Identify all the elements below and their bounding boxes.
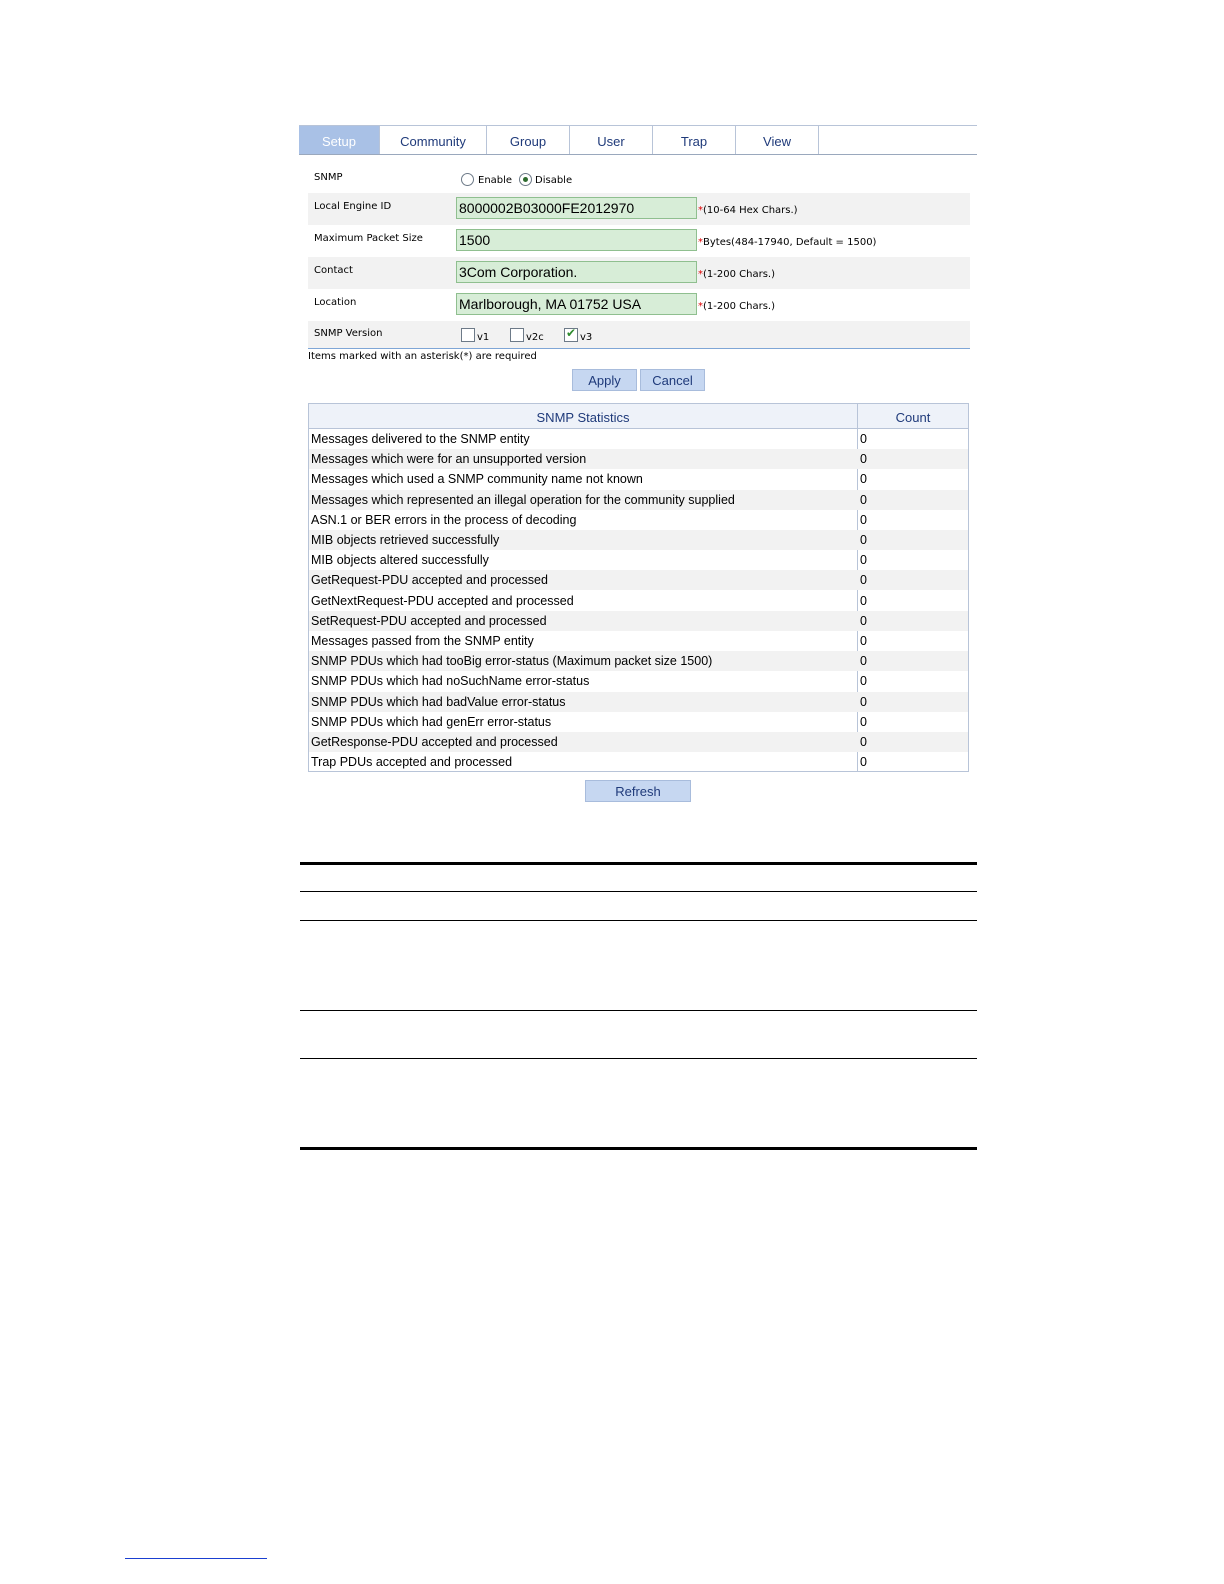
statistic-count: 0	[860, 472, 867, 487]
table-row	[309, 732, 968, 752]
table-row	[309, 469, 968, 489]
tab-user[interactable]: User	[570, 126, 653, 154]
statistic-name: SNMP PDUs which had badValue error-status	[311, 694, 566, 709]
tab-bar	[299, 125, 977, 155]
snmp-version-label: SNMP Version	[314, 328, 383, 339]
statistic-count: 0	[860, 593, 867, 608]
tab-view[interactable]: View	[736, 126, 819, 154]
tab-trap[interactable]: Trap	[653, 126, 736, 154]
statistic-name: ASN.1 or BER errors in the process of decoding	[311, 512, 577, 527]
statistic-name: Messages passed from the SNMP entity	[311, 634, 534, 648]
table-rule	[300, 1058, 977, 1059]
statistic-name: SNMP PDUs which had tooBig error-status (Maximum packet size 1500)	[311, 654, 713, 669]
engine-id-hint: *(10-64 Hex Chars.)	[698, 205, 798, 216]
table-row	[309, 570, 968, 590]
snmp-v3-label: v3	[580, 332, 593, 343]
packet-size-row	[308, 225, 970, 257]
snmp-row	[308, 164, 970, 196]
location-label: Location	[314, 297, 357, 308]
statistic-count: 0	[860, 755, 867, 770]
table-rule	[300, 891, 977, 892]
statistic-name: Messages which used a SNMP community name not known	[311, 472, 643, 487]
contact-row	[308, 257, 970, 289]
contact-hint: *(1-200 Chars.)	[698, 269, 775, 280]
table-row	[309, 490, 968, 510]
statistic-name: SNMP PDUs which had noSuchName error-status	[311, 674, 590, 689]
cancel-button[interactable]: Cancel	[640, 369, 705, 391]
table-rule	[300, 1010, 977, 1011]
refresh-button[interactable]: Refresh	[585, 780, 691, 802]
table-rule	[300, 920, 977, 921]
table-row	[309, 591, 968, 611]
location-input[interactable]: Marlborough, MA 01752 USA	[456, 293, 697, 315]
statistic-count: 0	[860, 512, 867, 527]
statistic-count: 0	[860, 553, 867, 568]
table-row	[309, 611, 968, 631]
table-row	[309, 530, 968, 550]
statistic-count: 0	[860, 674, 867, 689]
snmp-v2c-checkbox[interactable]	[510, 328, 524, 342]
statistic-name: SNMP PDUs which had genErr error-status	[311, 714, 552, 729]
location-hint: *(1-200 Chars.)	[698, 301, 775, 312]
statistic-count: 0	[860, 714, 867, 729]
statistic-name: GetNextRequest-PDU accepted and processed	[311, 593, 574, 608]
engine-id-row	[308, 193, 970, 225]
table-row	[309, 631, 968, 651]
table-row	[309, 449, 968, 469]
packet-size-hint: *Bytes(484-17940, Default = 1500)	[698, 237, 877, 248]
snmp-v1-label: v1	[477, 332, 490, 343]
table-row	[309, 429, 968, 449]
location-row	[308, 289, 970, 321]
snmp-enable-radio[interactable]	[461, 173, 474, 186]
statistic-count: 0	[860, 735, 867, 749]
snmp-enable-label: Enable	[478, 175, 513, 186]
statistic-name: Messages which were for an unsupported version	[311, 452, 587, 467]
snmp-statistics-table	[308, 403, 969, 772]
snmp-disable-radio[interactable]	[519, 173, 532, 186]
table-rule-top	[300, 862, 977, 865]
statistic-count: 0	[860, 694, 867, 709]
snmp-v1-checkbox[interactable]	[461, 328, 475, 342]
tab-community[interactable]: Community	[380, 126, 487, 154]
statistic-count: 0	[860, 432, 867, 446]
engine-id-label: Local Engine ID	[314, 201, 392, 212]
tab-group[interactable]: Group	[487, 126, 570, 154]
statistic-count: 0	[860, 634, 867, 648]
engine-id-input[interactable]: 8000002B03000FE2012970	[456, 197, 697, 219]
required-asterisk: *	[698, 301, 703, 312]
statistic-count: 0	[860, 533, 867, 547]
snmp-v3-checkbox[interactable]	[564, 328, 578, 342]
statistic-count: 0	[860, 654, 867, 669]
table-row	[309, 550, 968, 570]
required-asterisk: *	[698, 205, 703, 216]
statistic-name: Messages delivered to the SNMP entity	[311, 432, 530, 446]
table-row	[309, 510, 968, 530]
table-header	[309, 404, 968, 429]
statistic-count: 0	[860, 573, 867, 588]
statistic-name: GetResponse-PDU accepted and processed	[311, 735, 558, 749]
contact-input[interactable]: 3Com Corporation.	[456, 261, 697, 283]
column-header-statistics[interactable]: SNMP Statistics	[309, 404, 858, 428]
statistic-count: 0	[860, 492, 867, 507]
required-asterisk: *	[698, 269, 703, 280]
tab-setup[interactable]: Setup	[299, 126, 380, 154]
statistic-count: 0	[860, 452, 867, 467]
contact-label: Contact	[314, 265, 353, 276]
statistic-name: Messages which represented an illegal operation for the community supplied	[311, 492, 735, 507]
table-row	[309, 671, 968, 691]
snmp-disable-label: Disable	[535, 175, 573, 186]
table-row	[309, 692, 968, 712]
table-row	[309, 651, 968, 671]
statistic-name: Trap PDUs accepted and processed	[311, 755, 513, 770]
statistic-name: MIB objects retrieved successfully	[311, 533, 500, 547]
column-header-count[interactable]: Count	[895, 410, 931, 425]
table-row	[309, 712, 968, 732]
statistic-count: 0	[860, 613, 867, 628]
required-note: Items marked with an asterisk(*) are required	[308, 351, 537, 362]
table-row	[309, 752, 968, 772]
apply-button[interactable]: Apply	[572, 369, 637, 391]
snmp-label: SNMP	[314, 172, 343, 183]
packet-size-input[interactable]: 1500	[456, 229, 697, 251]
snmp-version-row	[308, 321, 970, 349]
packet-size-label: Maximum Packet Size	[314, 233, 423, 244]
statistic-name: MIB objects altered successfully	[311, 553, 489, 568]
required-asterisk: *	[698, 237, 703, 248]
statistic-name: SetRequest-PDU accepted and processed	[311, 613, 547, 628]
footer-rule	[125, 1558, 267, 1559]
table-rule-bottom	[300, 1147, 977, 1150]
snmp-v2c-label: v2c	[526, 332, 544, 343]
statistic-name: GetRequest-PDU accepted and processed	[311, 573, 548, 588]
